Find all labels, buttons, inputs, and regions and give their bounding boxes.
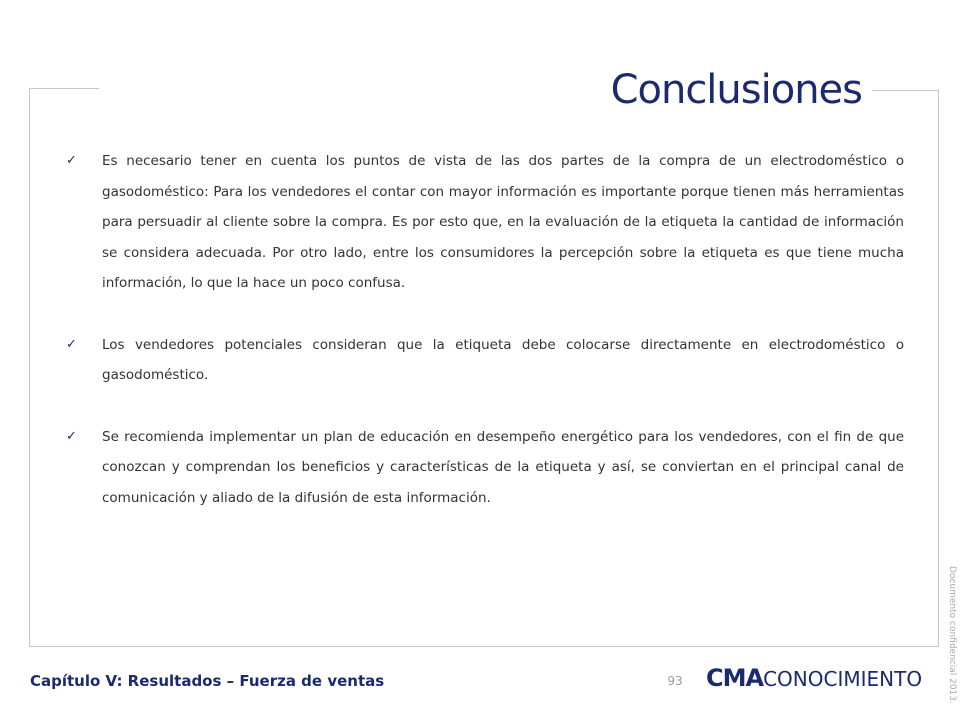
logo-light-text: CONOCIMIENTO — [763, 667, 923, 691]
list-item-text: Los vendedores potenciales consideran que la etiqueta debe colocarse directamente en electrodoméstico o gasodoméstico. — [102, 336, 904, 383]
frame-top-right-border — [872, 90, 938, 91]
confidential-note: Documento confidencial 2013. — [947, 566, 957, 704]
conclusions-list — [66, 146, 904, 544]
list-item — [66, 330, 904, 391]
frame-right-border — [938, 90, 939, 646]
logo-bold-text: CMA — [706, 664, 764, 692]
frame-bottom-border — [29, 646, 939, 647]
checkmark-icon: ✓ — [66, 336, 77, 352]
chapter-label: Capítulo V: Resultados – Fuerza de ventas — [30, 672, 385, 690]
frame-top-left-border — [29, 88, 99, 89]
checkmark-icon: ✓ — [66, 153, 77, 168]
list-item-text: Es necesario tener en cuenta los puntos de vista de las dos partes de la compra de un electrodoméstico o gasodoméstico: Para los vendedores el contar con mayor información es importante porque tienen más herramientas para persuadir al cliente sobre la compra. Es por esto que, en la evaluación de la etiqueta la cantidad de información se considera adecuada. Por otro lado, entre los consumidores la percepción sobre la etiqueta es que tiene mucha información, lo que la hace un poco confusa. — [102, 153, 904, 291]
company-logo — [706, 664, 922, 692]
page-title: Conclusiones — [610, 67, 862, 113]
frame-left-border — [29, 88, 30, 646]
list-item — [66, 422, 904, 514]
checkmark-icon: ✓ — [66, 428, 77, 444]
list-item — [66, 146, 904, 299]
list-item-text: Se recomienda implementar un plan de educación en desempeño energético para los vendedores, con el fin de que conozcan y comprendan los beneficios y características de la etiqueta y así, se conviertan en el principal canal de comunicación y aliado de la difusión de esta información. — [102, 428, 904, 506]
page-number: 93 — [667, 674, 683, 688]
